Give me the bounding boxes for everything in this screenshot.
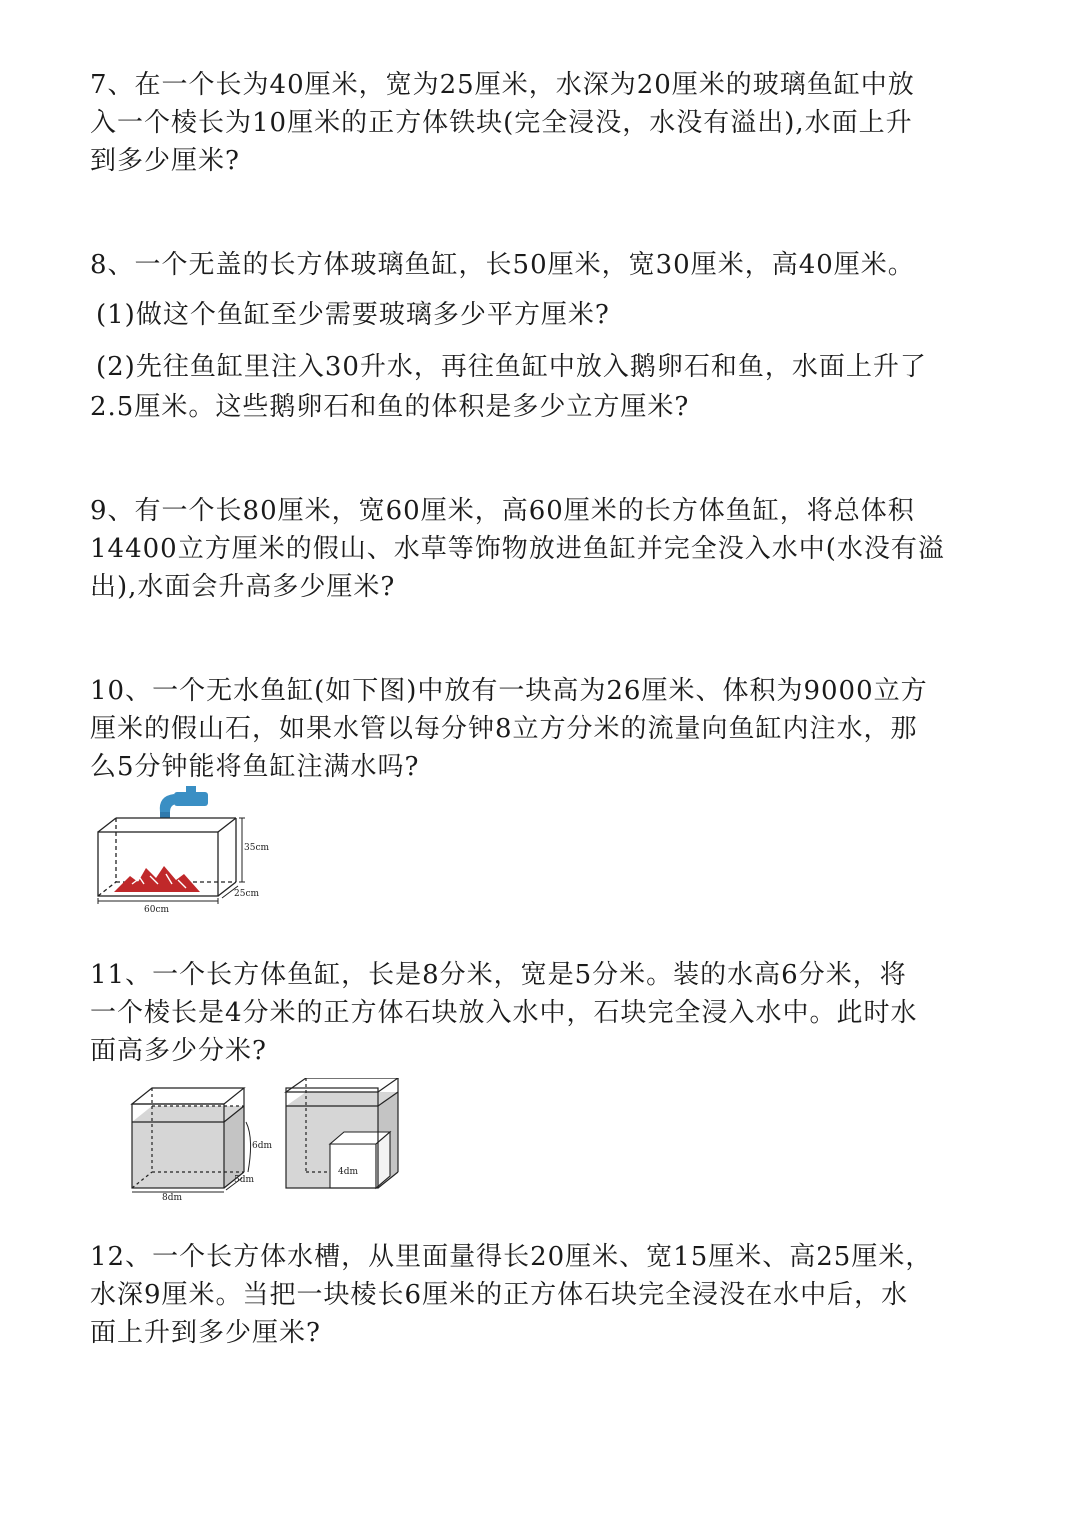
q10-line-3: 么5分钟能将鱼缸注满水吗? [90, 752, 420, 782]
q8-part-1: (1)做这个鱼缸至少需要玻璃多少平方厘米? [96, 300, 610, 330]
q8-part-2-line-2: 2.5厘米。这些鹅卵石和鱼的体积是多少立方厘米? [90, 392, 690, 422]
q11-width-label: 5dm [234, 1175, 255, 1185]
faucet-pipe [174, 792, 208, 806]
q11-line-1: 11、一个长方体鱼缸，长是8分米，宽是5分米。装的水高6分米，将 [90, 960, 907, 990]
q12-line-3: 面上升到多少厘米? [90, 1318, 321, 1348]
tank-with-water [132, 1088, 272, 1203]
q10-line-2: 厘米的假山石，如果水管以每分钟8立方分米的流量向鱼缸内注水，那 [90, 714, 918, 744]
q11-line-3: 面高多少分米? [90, 1036, 267, 1066]
q11-water-height-label: 6dm [252, 1141, 273, 1151]
q10-width-label: 25cm [234, 889, 260, 899]
q8-part-2-line-1: (2)先往鱼缸里注入30升水，再往鱼缸中放入鹅卵石和鱼，水面上升了 [96, 352, 927, 382]
faucet-handle [186, 786, 196, 794]
q11-line-2: 一个棱长是4分米的正方体石块放入水中，石块完全浸入水中。此时水 [90, 998, 918, 1028]
q11-cube-label: 4dm [338, 1167, 359, 1177]
q7-line-1: 7、在一个长为40厘米，宽为25厘米，水深为20厘米的玻璃鱼缸中放 [90, 70, 915, 100]
faucet-nozzle [160, 812, 170, 818]
rock-icon [114, 866, 200, 892]
tank-with-cube [286, 1078, 398, 1188]
q7-line-3: 到多少厘米? [90, 146, 240, 176]
faucet-icon [160, 786, 208, 818]
q10-height-label: 35cm [244, 843, 270, 853]
q12-line-2: 水深9厘米。当把一块棱长6厘米的正方体石块完全浸没在水中后，水 [90, 1280, 909, 1310]
q11-length-label: 8dm [162, 1193, 183, 1203]
q10-aquarium-figure [88, 784, 278, 914]
q10-line-1: 10、一个无水鱼缸(如下图)中放有一块高为26厘米、体积为9000立方 [90, 676, 928, 706]
q10-length-label: 60cm [144, 905, 170, 914]
q12-line-1: 12、一个长方体水槽，从里面量得长20厘米、宽15厘米、高25厘米， [90, 1242, 933, 1272]
q9-line-3: 出),水面会升高多少厘米? [90, 572, 396, 602]
q8-line-1: 8、一个无盖的长方体玻璃鱼缸，长50厘米，宽30厘米，高40厘米。 [90, 250, 915, 280]
q11-tanks-figure [126, 1078, 406, 1204]
q7-line-2: 入一个棱长为10厘米的正方体铁块(完全浸没，水没有溢出),水面上升 [90, 108, 913, 138]
q9-line-1: 9、有一个长80厘米，宽60厘米，高60厘米的长方体鱼缸，将总体积 [90, 496, 915, 526]
q9-line-2: 14400立方厘米的假山、水草等饰物放进鱼缸并完全没入水中(水没有溢 [90, 534, 945, 564]
